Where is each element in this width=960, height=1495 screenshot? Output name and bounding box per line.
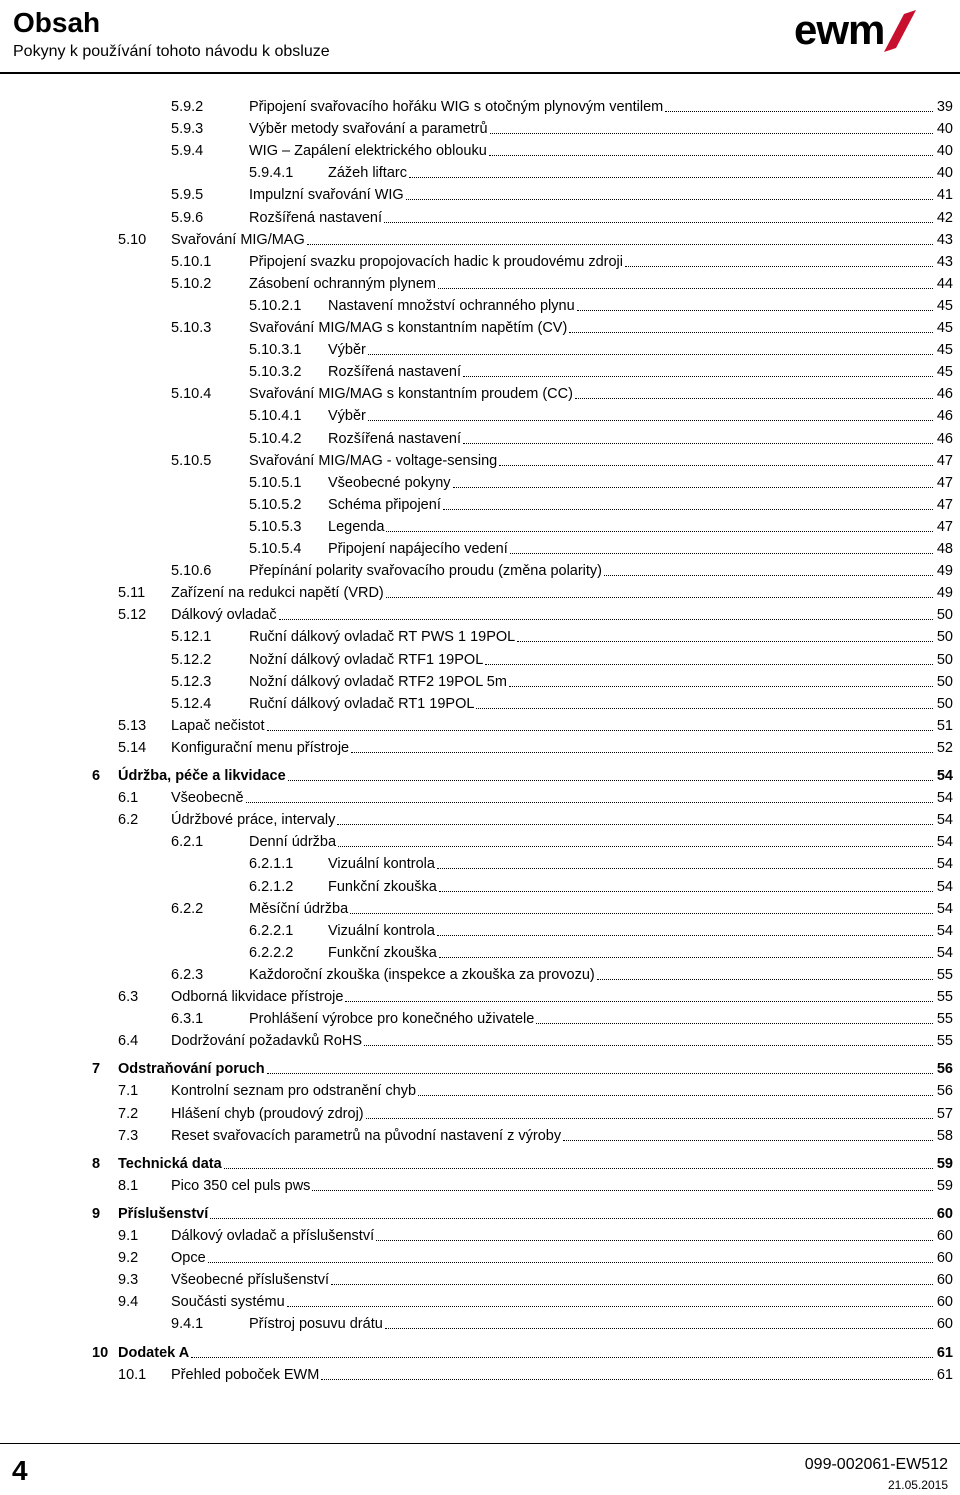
toc-entry[interactable] xyxy=(171,624,953,646)
toc-entry-title: Denní údržba xyxy=(249,834,337,851)
toc-entry[interactable] xyxy=(118,1028,953,1050)
toc-entry-number: 5.10.5.4 xyxy=(249,541,302,557)
toc-entry-title: Měsíční údržba xyxy=(249,900,349,917)
toc-entry-title: Pico 350 cel puls pws xyxy=(171,1177,311,1194)
toc-entry[interactable] xyxy=(171,249,953,271)
toc-entry-page: 50 xyxy=(936,651,953,668)
toc-entry-number: 9.4 xyxy=(118,1294,139,1311)
toc-dot-leader xyxy=(364,1045,933,1046)
toc-entry-title: Svařování MIG/MAG - voltage-sensing xyxy=(249,452,498,469)
toc-entry-page: 50 xyxy=(936,607,953,624)
toc-entry-page: 47 xyxy=(936,452,953,469)
footer-rule xyxy=(0,1443,960,1444)
toc-entry-title: Legenda xyxy=(328,518,385,535)
toc-entry[interactable] xyxy=(118,984,953,1006)
toc-dot-leader xyxy=(536,1023,933,1024)
toc-entry[interactable] xyxy=(249,359,953,381)
toc-entry-title: Údržbové práce, intervaly xyxy=(171,812,336,829)
toc-dot-leader xyxy=(338,846,933,847)
toc-entry-title: Údržba, péče a likvidace xyxy=(118,768,286,784)
toc-dot-leader xyxy=(210,1218,933,1219)
toc-entry-number: 5.11 xyxy=(118,585,146,602)
toc-entry-number: 5.10.5 xyxy=(171,452,212,469)
toc-entry[interactable] xyxy=(171,271,953,293)
toc-entry[interactable] xyxy=(171,182,953,204)
toc-entry-number: 5.12.1 xyxy=(171,629,212,646)
toc-entry-page: 59 xyxy=(936,1155,953,1172)
toc-entry-title: Opce xyxy=(171,1250,206,1267)
toc-entry[interactable] xyxy=(249,536,953,558)
toc-dot-leader xyxy=(510,553,933,554)
toc-entry[interactable] xyxy=(118,1078,953,1100)
toc-entry-number: 9.4.1 xyxy=(171,1316,204,1333)
toc-entry[interactable] xyxy=(249,403,953,425)
toc-dot-leader xyxy=(575,398,933,399)
toc-entry-number: 6.1 xyxy=(118,790,139,807)
toc-dot-leader xyxy=(376,1240,933,1241)
toc-entry-page: 45 xyxy=(936,342,953,359)
toc-entry-page: 47 xyxy=(936,518,953,535)
toc-entry-number: 6.2 xyxy=(118,812,139,829)
toc-entry[interactable] xyxy=(171,138,953,160)
toc-entry-title: WIG – Zapálení elektrického oblouku xyxy=(249,143,487,160)
toc-entry-page: 56 xyxy=(936,1083,953,1100)
toc-entry-number: 6.2.1 xyxy=(171,834,204,851)
toc-entry[interactable] xyxy=(118,1223,953,1245)
toc-entry-page: 45 xyxy=(936,364,953,381)
toc-entry-title: Vizuální kontrola xyxy=(328,922,435,939)
toc-entry-page: 51 xyxy=(936,717,953,734)
toc-entry-page: 50 xyxy=(936,695,953,712)
toc-entry-page: 50 xyxy=(936,629,953,646)
toc-entry-page: 40 xyxy=(936,165,953,182)
toc-entry-page: 54 xyxy=(936,768,953,784)
toc-entry-number: 5.10.5.2 xyxy=(249,496,302,513)
toc-dot-leader xyxy=(625,266,933,267)
toc-entry-title: Připojení svazku propojovacích hadic k proudovému zdroji xyxy=(249,253,623,270)
footer-doc-number: 099-002061-EW512 xyxy=(804,1456,948,1473)
toc-entry-title: Svařování MIG/MAG s konstantním napětím (CV) xyxy=(249,320,568,336)
toc-entry-title: Rozšířená nastavení xyxy=(328,430,461,447)
toc-dot-leader xyxy=(406,199,933,200)
toc-dot-leader xyxy=(463,443,933,444)
toc-entry-number: 6.2.3 xyxy=(171,966,204,983)
toc-entry[interactable] xyxy=(171,647,953,669)
toc-entry-page: 42 xyxy=(936,209,953,226)
toc-entry-title: Přístroj posuvu drátu xyxy=(249,1316,383,1333)
toc-entry-page: 54 xyxy=(936,856,953,873)
toc-entry-title: Rozšířená nastavení xyxy=(249,209,382,226)
toc-dot-leader xyxy=(267,1073,933,1074)
toc-entry-number: 6.2.2.2 xyxy=(249,944,294,961)
toc-entry-number: 6.2.2.1 xyxy=(249,922,294,939)
toc-entry-page: 54 xyxy=(936,922,953,939)
toc-dot-leader xyxy=(577,310,933,311)
toc-dot-leader xyxy=(331,1284,933,1285)
toc-entry[interactable] xyxy=(249,293,953,315)
toc-entry[interactable] xyxy=(171,691,953,713)
toc-entry-page: 60 xyxy=(936,1272,953,1289)
toc-entry-page: 49 xyxy=(936,563,953,580)
toc-entry[interactable] xyxy=(249,492,953,514)
toc-entry[interactable] xyxy=(171,1006,953,1028)
toc-entry-number: 10.1 xyxy=(118,1366,147,1383)
toc-dot-leader xyxy=(438,288,933,289)
toc-entry-number: 9.3 xyxy=(118,1272,139,1289)
toc-entry[interactable] xyxy=(249,337,953,359)
toc-entry[interactable] xyxy=(171,669,953,691)
toc-entry-number: 5.10 xyxy=(118,231,147,248)
toc-entry-number: 5.10.2.1 xyxy=(249,297,302,314)
toc-entry-page: 49 xyxy=(936,585,953,602)
toc-entry[interactable] xyxy=(118,1362,953,1384)
toc-entry[interactable] xyxy=(249,470,953,492)
toc-entry-number: 6.2.2 xyxy=(171,900,204,917)
toc-entry-title: Ruční dálkový ovladač RT PWS 1 19POL xyxy=(249,629,516,646)
toc-entry-title: Odborná likvidace přístroje xyxy=(171,989,344,1005)
toc-entry-page: 60 xyxy=(936,1294,953,1311)
toc-entry-page: 58 xyxy=(936,1127,953,1144)
toc-entry-page: 61 xyxy=(936,1366,953,1383)
toc-entry-page: 46 xyxy=(936,386,953,403)
toc-entry[interactable] xyxy=(118,1289,953,1311)
toc-entry[interactable] xyxy=(249,940,953,962)
toc-entry-number: 5.9.3 xyxy=(171,121,204,138)
toc-entry-number: 6.2.1.2 xyxy=(249,878,294,895)
toc-entry[interactable] xyxy=(118,1245,953,1267)
toc-entry-number: 5.9.6 xyxy=(171,209,204,226)
toc-entry-number: 7.3 xyxy=(118,1127,139,1144)
toc-entry-page: 48 xyxy=(936,541,953,557)
toc-dot-leader xyxy=(443,509,933,510)
toc-entry-page: 50 xyxy=(936,673,953,690)
toc-entry-title: Reset svařovacích parametrů na původní nastavení z výroby xyxy=(171,1127,562,1144)
toc-entry-number: 5.10.6 xyxy=(171,563,212,580)
toc-entry-number: 6.4 xyxy=(118,1033,139,1050)
toc-entry[interactable] xyxy=(118,580,953,602)
toc-entry-title: Zásobení ochranným plynem xyxy=(249,275,436,292)
toc-dot-leader xyxy=(208,1262,933,1263)
toc-entry-page: 40 xyxy=(936,121,953,138)
toc-entry-title: Hlášení chyb (proudový zdroj) xyxy=(171,1105,364,1122)
toc-entry[interactable] xyxy=(171,829,953,851)
toc-dot-leader xyxy=(350,913,933,914)
toc-entry-page: 57 xyxy=(936,1105,953,1122)
toc-dot-leader xyxy=(439,957,933,958)
toc-dot-leader xyxy=(597,979,933,980)
toc-entry-page: 59 xyxy=(936,1177,953,1194)
page-title: Obsah xyxy=(13,7,101,38)
toc-entry-page: 55 xyxy=(936,989,953,1005)
toc-dot-leader xyxy=(246,802,933,803)
toc-dot-leader xyxy=(224,1168,933,1169)
toc-entry[interactable] xyxy=(171,558,953,580)
toc-entry[interactable] xyxy=(118,1123,953,1145)
toc-entry-number: 8 xyxy=(92,1155,101,1172)
toc-entry-title: Zážeh liftarc xyxy=(328,165,407,182)
toc-dot-leader xyxy=(385,1328,933,1329)
toc-entry-number: 9.2 xyxy=(118,1250,139,1267)
toc-entry-page: 61 xyxy=(936,1344,953,1361)
toc-entry-title: Kontrolní seznam pro odstranění chyb xyxy=(171,1083,417,1100)
toc-entry[interactable] xyxy=(171,962,953,984)
toc-entry[interactable] xyxy=(171,448,953,470)
toc-entry-page: 52 xyxy=(936,739,953,756)
logo-text: ewm xyxy=(794,8,885,52)
toc-entry-title: Přehled poboček EWM xyxy=(171,1366,320,1383)
toc-entry-page: 46 xyxy=(936,408,953,425)
footer-date: 21.05.2015 xyxy=(887,1478,948,1492)
toc-entry[interactable] xyxy=(92,1151,953,1173)
toc-entry[interactable] xyxy=(118,807,953,829)
toc-dot-leader xyxy=(463,376,933,377)
toc-dot-leader xyxy=(563,1140,933,1141)
toc-entry-number: 6.3 xyxy=(118,989,139,1005)
toc-entry[interactable] xyxy=(249,918,953,940)
header-rule xyxy=(0,72,960,74)
toc-dot-leader xyxy=(509,686,933,687)
toc-entry-number: 5.10.3.1 xyxy=(249,342,302,359)
toc-entry-title: Zařízení na redukci napětí (VRD) xyxy=(171,585,384,602)
toc-dot-leader xyxy=(453,487,933,488)
toc-entry[interactable] xyxy=(249,514,953,536)
toc-entry[interactable] xyxy=(171,381,953,403)
toc-entry-page: 46 xyxy=(936,430,953,447)
toc-dot-leader xyxy=(312,1190,933,1191)
toc-entry-page: 60 xyxy=(936,1250,953,1267)
toc-entry-page: 54 xyxy=(936,834,953,851)
toc-entry-title: Dálkový ovladač a příslušenství xyxy=(171,1228,375,1244)
toc-dot-leader xyxy=(321,1379,933,1380)
toc-entry-title: Technická data xyxy=(118,1155,222,1172)
toc-entry-title: Připojení svařovacího hořáku WIG s otočným plynovým ventilem xyxy=(249,99,664,115)
toc-entry-page: 54 xyxy=(936,900,953,917)
toc-entry[interactable] xyxy=(92,1201,953,1223)
toc-entry-title: Ruční dálkový ovladač RT1 19POL xyxy=(249,695,475,712)
toc-entry-title: Schéma připojení xyxy=(328,496,441,513)
toc-dot-leader xyxy=(476,708,933,709)
toc-entry-page: 55 xyxy=(936,1033,953,1050)
toc-entry-title: Příslušenství xyxy=(118,1205,209,1222)
toc-entry-page: 60 xyxy=(936,1205,953,1222)
toc-entry-number: 5.12.2 xyxy=(171,651,212,668)
toc-entry-title: Lapač nečistot xyxy=(171,717,265,734)
toc-dot-leader xyxy=(665,111,933,112)
toc-entry[interactable] xyxy=(171,116,953,138)
toc-entry-page: 60 xyxy=(936,1316,953,1333)
toc-entry-page: 56 xyxy=(936,1061,953,1078)
toc-entry[interactable] xyxy=(92,1340,953,1362)
toc-entry-number: 5.10.4.2 xyxy=(249,430,302,447)
toc-entry-page: 47 xyxy=(936,474,953,491)
toc-entry-title: Rozšířená nastavení xyxy=(328,364,461,381)
toc-dot-leader xyxy=(409,177,933,178)
toc-entry[interactable] xyxy=(249,851,953,873)
toc-entry[interactable] xyxy=(118,735,953,757)
toc-entry[interactable] xyxy=(171,315,953,337)
toc-entry[interactable] xyxy=(249,426,953,448)
toc-entry-title: Vizuální kontrola xyxy=(328,856,435,873)
toc-entry-page: 55 xyxy=(936,1011,953,1028)
toc-entry[interactable] xyxy=(118,1101,953,1123)
toc-entry-number: 5.10.3.2 xyxy=(249,364,302,381)
toc-entry-title: Odstraňování poruch xyxy=(118,1061,265,1078)
page-header xyxy=(0,0,960,80)
toc-entry-number: 6 xyxy=(92,768,101,784)
toc-entry-number: 5.10.5.3 xyxy=(249,518,302,535)
toc-dot-leader xyxy=(345,1001,933,1002)
toc-dot-leader xyxy=(439,891,933,892)
toc-entry[interactable] xyxy=(92,763,953,785)
toc-dot-leader xyxy=(287,1306,933,1307)
toc-entry-number: 5.10.5.1 xyxy=(249,474,302,491)
toc-entry[interactable] xyxy=(171,1311,953,1333)
toc-entry-page: 43 xyxy=(936,253,953,270)
toc-entry-number: 6.2.1.1 xyxy=(249,856,294,873)
ewm-logo xyxy=(792,8,942,52)
toc-entry-page: 54 xyxy=(936,790,953,807)
toc-entry[interactable] xyxy=(118,1173,953,1195)
toc-entry-title: Svařování MIG/MAG xyxy=(171,231,305,248)
toc-dot-leader xyxy=(490,133,933,134)
toc-entry-title: Nastavení množství ochranného plynu xyxy=(328,297,575,314)
toc-entry-title: Všeobecné pokyny xyxy=(328,474,451,491)
toc-dot-leader xyxy=(384,222,933,223)
toc-entry-title: Výběr xyxy=(328,408,366,425)
toc-entry-title: Prohlášení výrobce pro konečného uživatele xyxy=(249,1011,535,1028)
toc-entry-title: Přepínání polarity svařovacího proudu (změna polarity) xyxy=(249,563,603,580)
toc-entry-number: 5.12.4 xyxy=(171,695,212,712)
toc-entry-page: 54 xyxy=(936,878,953,895)
toc-entry-number: 7.1 xyxy=(118,1083,139,1100)
toc-entry[interactable] xyxy=(118,1267,953,1289)
toc-entry[interactable] xyxy=(249,160,953,182)
toc-dot-leader xyxy=(386,531,933,532)
toc-dot-leader xyxy=(368,354,933,355)
toc-entry-page: 43 xyxy=(936,231,953,248)
toc-dot-leader xyxy=(569,332,933,333)
toc-entry-page: 47 xyxy=(936,496,953,513)
toc-dot-leader xyxy=(604,575,933,576)
toc-entry-number: 5.10.2 xyxy=(171,275,212,292)
toc-entry-page: 55 xyxy=(936,966,953,983)
toc-entry-page: 60 xyxy=(936,1228,953,1244)
logo-accent-slash xyxy=(884,10,916,52)
toc-entry-number: 9.1 xyxy=(118,1228,139,1244)
toc-entry-title: Impulzní svařování WIG xyxy=(249,187,404,204)
toc-dot-leader xyxy=(489,155,933,156)
toc-entry-title: Každoroční zkouška (inspekce a zkouška za provozu) xyxy=(249,966,595,983)
toc-entry-title: Dálkový ovladač xyxy=(171,607,277,624)
toc-entry-number: 5.12.3 xyxy=(171,673,212,690)
toc-entry-title: Nožní dálkový ovladač RTF2 19POL 5m xyxy=(249,673,507,690)
toc-entry-title: Všeobecné příslušenství xyxy=(171,1272,329,1289)
toc-entry-number: 5.9.4.1 xyxy=(249,165,294,182)
toc-dot-leader xyxy=(485,664,933,665)
footer-page-number: 4 xyxy=(12,1455,28,1486)
toc-dot-leader xyxy=(191,1357,933,1358)
toc-entry-title: Funkční zkouška xyxy=(328,878,437,895)
toc-entry-title: Konfigurační menu přístroje xyxy=(171,739,350,756)
toc-dot-leader xyxy=(267,730,933,731)
toc-dot-leader xyxy=(366,1118,933,1119)
toc-entry-number: 6.3.1 xyxy=(171,1011,204,1028)
toc-entry[interactable] xyxy=(118,785,953,807)
toc-dot-leader xyxy=(368,420,933,421)
toc-entry[interactable] xyxy=(92,1056,953,1078)
toc-entry[interactable] xyxy=(171,94,953,116)
toc-entry-title: Výběr metody svařování a parametrů xyxy=(249,121,488,138)
toc-dot-leader xyxy=(499,465,933,466)
toc-dot-leader xyxy=(517,641,933,642)
toc-entry-title: Součásti systému xyxy=(171,1294,285,1311)
toc-dot-leader xyxy=(386,597,933,598)
toc-entry-title: Všeobecně xyxy=(171,790,244,807)
toc-entry-page: 54 xyxy=(936,812,953,829)
toc-entry[interactable] xyxy=(249,874,953,896)
toc-entry-number: 7.2 xyxy=(118,1105,139,1122)
toc-dot-leader xyxy=(279,619,933,620)
toc-entry-title: Výběr xyxy=(328,342,366,359)
toc-dot-leader xyxy=(418,1095,933,1096)
toc-entry[interactable] xyxy=(118,602,953,624)
toc-entry-number: 5.9.5 xyxy=(171,187,204,204)
toc-entry-title: Svařování MIG/MAG s konstantním proudem (CC) xyxy=(249,386,573,403)
toc-dot-leader xyxy=(351,752,933,753)
toc-entry[interactable] xyxy=(171,205,953,227)
toc-entry-page: 45 xyxy=(936,297,953,314)
toc-entry-number: 5.13 xyxy=(118,717,147,734)
toc-entry-number: 5.12 xyxy=(118,607,147,624)
toc-entry-number: 5.10.4.1 xyxy=(249,408,302,425)
toc-entry-number: 5.9.2 xyxy=(171,99,204,115)
page-subtitle: Pokyny k používání tohoto návodu k obsluze xyxy=(13,43,330,60)
toc-entry-number: 8.1 xyxy=(118,1177,139,1194)
toc-entry-page: 44 xyxy=(936,275,953,292)
toc-entry-title: Nožní dálkový ovladač RTF1 19POL xyxy=(249,651,484,668)
toc-dot-leader xyxy=(437,868,933,869)
toc-entry-number: 10 xyxy=(92,1344,109,1361)
toc-entry[interactable] xyxy=(171,896,953,918)
toc-entry-page: 54 xyxy=(936,944,953,961)
toc-entry-number: 5.14 xyxy=(118,739,147,756)
toc-dot-leader xyxy=(337,824,933,825)
toc-entry-page: 45 xyxy=(936,320,953,336)
toc-entry-number: 5.10.3 xyxy=(171,320,212,336)
toc-dot-leader xyxy=(288,780,933,781)
toc-entry-number: 7 xyxy=(92,1061,101,1078)
toc-entry-page: 40 xyxy=(936,143,953,160)
toc-entry-title: Připojení napájecího vedení xyxy=(328,541,508,557)
toc-entry[interactable] xyxy=(118,227,953,249)
toc-entry[interactable] xyxy=(118,713,953,735)
toc-dot-leader xyxy=(437,935,933,936)
toc-entry-title: Dodatek A xyxy=(118,1344,190,1361)
toc-entry-number: 5.9.4 xyxy=(171,143,204,160)
toc-entry-title: Dodržování požadavků RoHS xyxy=(171,1033,363,1050)
toc-entry-number: 5.10.4 xyxy=(171,386,212,403)
toc-entry-title: Funkční zkouška xyxy=(328,944,437,961)
toc-entry-number: 9 xyxy=(92,1205,101,1222)
toc-entry-page: 41 xyxy=(936,187,953,204)
toc-dot-leader xyxy=(307,244,933,245)
toc-entry-number: 5.10.1 xyxy=(171,253,212,270)
toc-entry-page: 39 xyxy=(936,99,953,115)
